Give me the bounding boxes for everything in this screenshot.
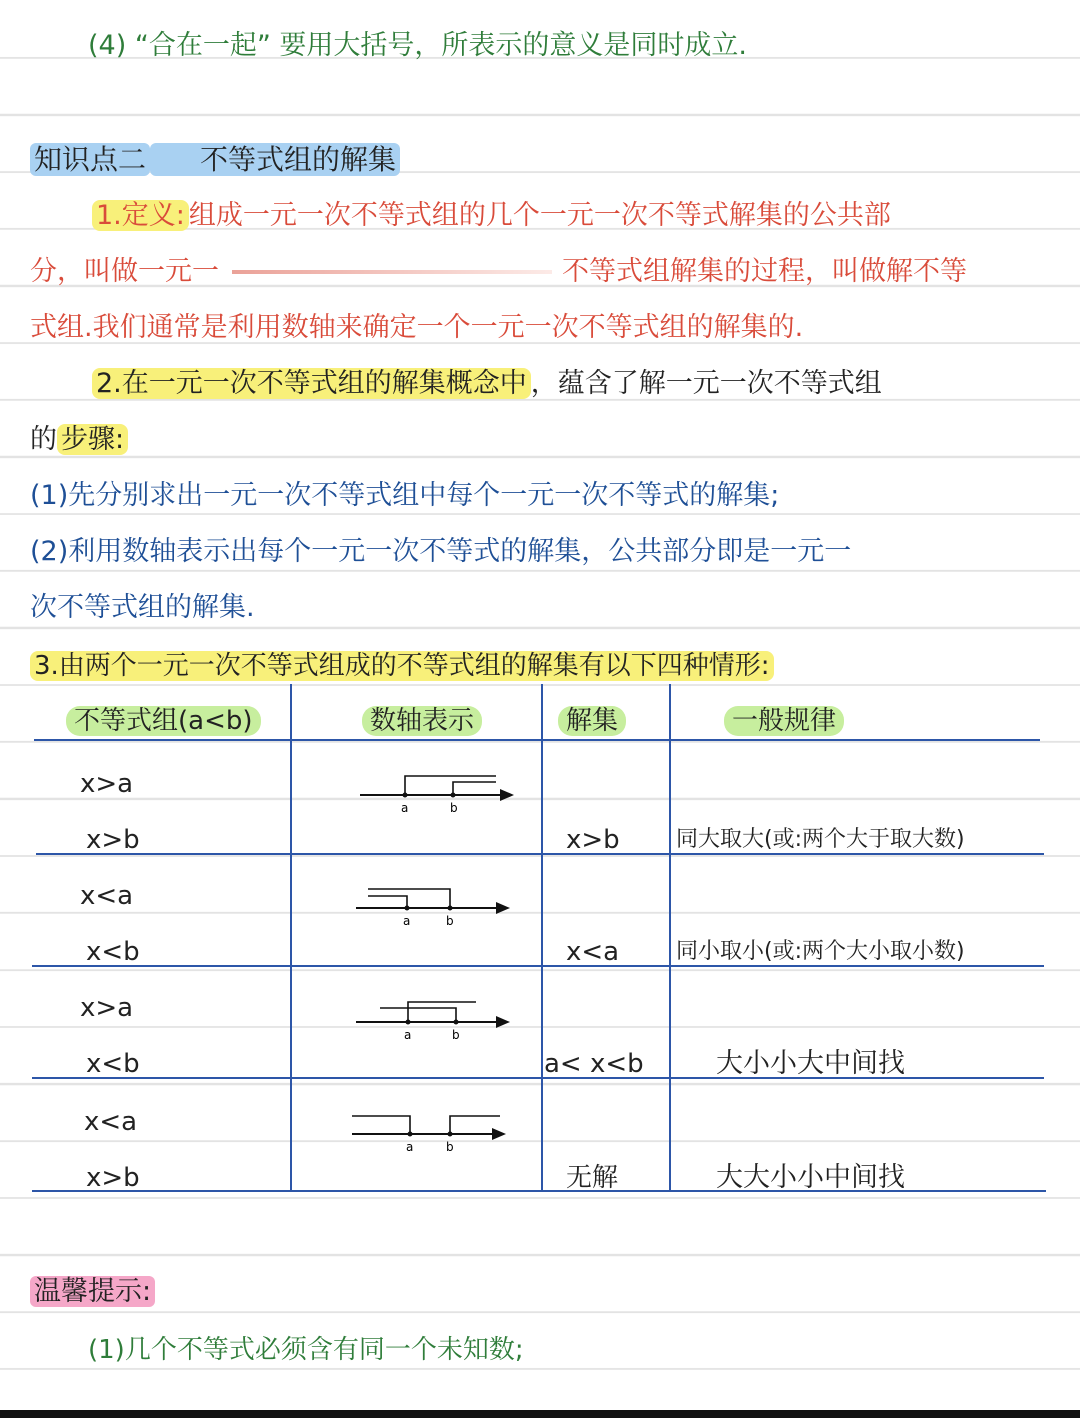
point-b [454,1020,459,1025]
row1-rule: 同大取大(或:两个大于取大数) [676,827,965,852]
row4-ineq1: x<a [84,1107,138,1137]
solution-ray-b [380,1008,456,1022]
row2-rule: 同小取小(或:两个大小取小数) [676,939,965,964]
definition-line-2 [30,252,219,292]
tips-heading [30,1272,155,1312]
section-title: 不等式组的解集 [150,143,400,176]
header-rule: 一般规律 [724,703,844,739]
axis-arrow-icon [496,902,510,914]
row1-ineq1: x>a [80,769,134,799]
solution-ray-b [453,782,496,795]
number-line-case-2 [352,884,522,930]
steps-intro2-pre: 的 [30,424,57,455]
row1-solution: x>b [566,825,620,855]
tip-1: (1)几个不等式必须含有同一个未知数; [88,1335,524,1365]
solution-ray-a [405,776,496,795]
axis-arrow-icon [492,1128,506,1140]
definition-line-3: 式组.我们通常是利用数轴来确定一个一元一次不等式组的解集的. [30,312,804,343]
number-line-case-1 [356,770,526,816]
row3-ineq1: x>a [80,993,134,1023]
definition-text-1: 组成一元一次不等式组的几个一元一次不等式解集的公共部 [188,200,891,231]
solution-ray-a [352,1116,410,1134]
header-inequality: 不等式组(a<b) [66,703,261,739]
row4-rule: 大大小小中间找 [716,1162,905,1193]
steps-intro [92,364,882,404]
label-b: b [446,914,454,928]
steps-intro-highlight: 2.在一元一次不等式组的解集概念中 [92,368,531,399]
definition-text-2: 分，叫做一元一 [30,256,219,287]
number-line-case-4 [348,1110,518,1156]
solution-ray-a [408,1002,476,1022]
header-number-line: 数轴表示 [362,703,482,739]
axis-arrow-icon [500,789,514,801]
step-2a: (2)利用数轴表示出每个一元一次不等式的解集，公共部分即是一元一 [30,536,852,567]
header-solution: 解集 [558,703,626,739]
point-a [408,1132,413,1137]
label-a: a [401,801,409,815]
solution-ray-a [368,896,407,908]
point-b [448,906,453,911]
tips-label: 温馨提示: [30,1276,155,1307]
solution-ray-b [368,889,450,908]
section-label: 知识点二 [30,143,150,176]
cases-heading-text: 3.由两个一元一次不等式组成的不等式组的解集有以下四种情形: [30,651,774,681]
label-a: a [406,1140,414,1154]
row2-ineq2: x<b [86,937,140,967]
definition-line-2b: 不等式组解集的过程，叫做解不等 [562,256,967,287]
section-heading [30,140,400,180]
table-header-line [34,739,1040,741]
row3-solution: a< x<b [544,1049,644,1079]
row2-solution: x<a [566,937,620,967]
point-b [451,793,456,798]
table-col-divider-3 [669,684,671,1192]
steps-intro-2 [30,420,128,460]
bottom-edge [0,1410,1080,1418]
point-b [448,1132,453,1137]
step-1: (1)先分别求出一元一次不等式组中每个一元一次不等式的解集; [30,480,780,511]
axis-arrow-icon [496,1016,510,1028]
table-col-divider-2 [541,684,543,1192]
label-a: a [403,914,411,928]
row4-solution: 无解 [566,1163,619,1193]
point-a [405,906,410,911]
cases-heading [30,646,774,686]
point-a [406,1020,411,1025]
row3-rule: 大小小大中间找 [716,1048,905,1079]
label-a: a [404,1028,412,1042]
table-col-divider-1 [290,684,292,1192]
top-note: (4) “合在一起” 要用大括号，所表示的意义是同时成立. [88,30,747,61]
row3-ineq2: x<b [86,1049,140,1079]
row2-ineq1: x<a [80,881,134,911]
label-b: b [450,801,458,815]
number-line-case-3 [352,998,522,1044]
erased-mark [232,270,552,274]
definition-line-1 [92,196,891,236]
point-a [403,793,408,798]
label-b: b [452,1028,460,1042]
label-b: b [446,1140,454,1154]
steps-intro-rest: ，蕴含了解一元一次不等式组 [530,368,882,399]
row1-ineq2: x>b [86,825,140,855]
definition-label: 1.定义: [92,200,189,231]
step-2b: 次不等式组的解集. [30,592,255,623]
steps-label: 步骤: [57,424,128,455]
row4-ineq2: x>b [86,1163,140,1193]
